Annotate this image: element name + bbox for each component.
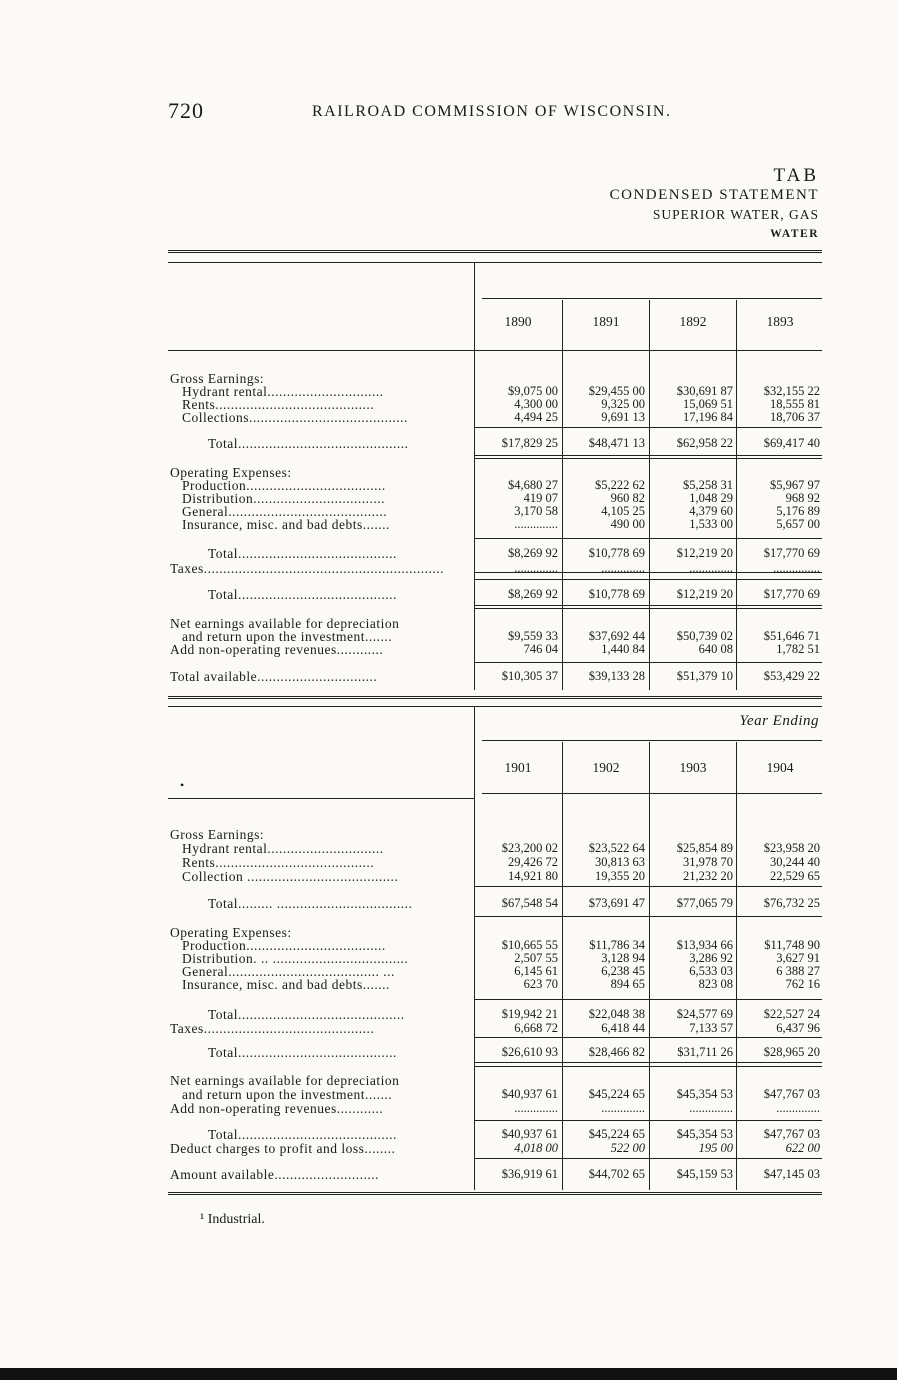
subtotal-rule: [474, 455, 822, 456]
table-cell: $12,219 20: [676, 587, 733, 601]
subtotal-rule: [474, 886, 822, 887]
row-label: Deduct charges to profit and loss........: [170, 1141, 396, 1156]
column-divider: [649, 742, 650, 1190]
table-cell: $77,065 79: [676, 896, 733, 910]
subtotal-rule: [474, 1062, 822, 1063]
table-cell: ...............: [773, 561, 820, 575]
subtotal-rule: [474, 1158, 822, 1159]
table-cell: $48,471 13: [588, 436, 645, 450]
table-cell: $17,829 25: [501, 436, 558, 450]
row-label: Insurance, misc. and bad debts.......: [182, 977, 390, 992]
table-cell: $45,354 53: [676, 1087, 733, 1101]
table-cell: 9,691 13: [601, 410, 645, 424]
table-cell: $28,965 20: [763, 1045, 820, 1059]
table-cell: $10,665 55: [501, 938, 558, 952]
subtotal-rule: [474, 579, 822, 580]
row-label: General....................................... ...: [182, 964, 395, 979]
table-cell: 640 08: [698, 642, 733, 656]
section2-top-rule: [168, 706, 822, 707]
subtotal-rule: [474, 608, 822, 609]
table-cell: 5,176 89: [776, 504, 820, 518]
row-label: Rents.........................................: [182, 397, 375, 412]
row-label: Total......... ...................................: [208, 896, 413, 911]
table-cell: 7,133 57: [689, 1021, 733, 1035]
row-label: Collections.........................................: [182, 410, 408, 425]
year-header: 1903: [679, 760, 707, 775]
table-cell: 5,657 00: [776, 517, 820, 531]
table-cell: $22,048 38: [588, 1007, 645, 1021]
row-label: Taxes............................................: [170, 1021, 375, 1036]
table-cell: 6,437 96: [776, 1021, 820, 1035]
table-cell: $11,786 34: [589, 938, 645, 952]
table-label: TAB: [773, 165, 819, 186]
table-cell: $26,610 93: [501, 1045, 558, 1059]
row-label: Net earnings available for depreciation: [170, 1073, 400, 1088]
table-cell: 6,418 44: [601, 1021, 645, 1035]
table-cell: $45,224 65: [588, 1127, 645, 1141]
table-cell: 1,782 51: [776, 642, 820, 656]
page-number: 720: [168, 98, 204, 123]
table-cell: $39,133 28: [588, 669, 645, 683]
table-cell: 18,706 37: [770, 410, 820, 424]
table-cell: $73,691 47: [588, 896, 645, 910]
year-header: 1891: [592, 314, 620, 329]
table-cell: $4,680 27: [508, 478, 558, 492]
row-label: Distribution..................................: [182, 491, 386, 506]
subtotal-rule: [474, 662, 822, 663]
table-cell: 29,426 72: [508, 855, 558, 869]
row-label: Amount available...........................: [170, 1167, 379, 1182]
column-divider: [736, 300, 737, 690]
table-cell: 1,533 00: [689, 517, 733, 531]
table-cell: ..............: [514, 517, 558, 531]
table-cell: $53,429 22: [763, 669, 820, 683]
table-cell: 6,668 72: [514, 1021, 558, 1035]
row-label: Add non-operating revenues............: [170, 1101, 384, 1116]
table-cell: $11,748 90: [764, 938, 820, 952]
table-cell: $30,691 87: [676, 384, 733, 398]
table-cell: 3,627 91: [776, 951, 820, 965]
column-divider: [562, 742, 563, 1190]
subtotal-rule: [474, 1037, 822, 1038]
row-label: Add non-operating revenues............: [170, 642, 384, 657]
row-label: Net earnings available for depreciation: [170, 616, 400, 631]
row-label: Hydrant rental..............................: [182, 384, 384, 399]
table-cell: 14,921 80: [508, 869, 558, 883]
column-divider: [736, 742, 737, 1190]
table-cell: $25,854 89: [676, 841, 733, 855]
year-ending-caption: Year Ending: [739, 713, 819, 729]
subtotal-rule: [474, 605, 822, 606]
table-cell: 894 65: [610, 977, 645, 991]
table-cell: $47,145 03: [763, 1167, 820, 1181]
table-cell: 419 07: [523, 491, 558, 505]
top-double-rule: [168, 250, 822, 253]
row-label: Gross Earnings:: [170, 827, 265, 842]
table-cell: $23,200 02: [501, 841, 558, 855]
table-cell: $44,702 65: [588, 1167, 645, 1181]
table-cell: 623 70: [523, 977, 558, 991]
company-name: SUPERIOR WATER, GAS: [652, 207, 819, 222]
table-cell: $40,937 61: [501, 1087, 558, 1101]
table-cell: ..............: [689, 561, 733, 575]
table-cell: ..............: [601, 561, 645, 575]
table-cell: $12,219 20: [676, 546, 733, 560]
table-cell: 30,244 40: [770, 855, 820, 869]
table-cell: $8,269 92: [508, 587, 558, 601]
row-label: Total.........................................: [208, 587, 397, 602]
row-label: Operating Expenses:: [170, 465, 292, 480]
table-cell: 19,355 20: [595, 869, 645, 883]
table-cell: $47,767 03: [763, 1087, 820, 1101]
year-header: 1902: [592, 760, 620, 775]
table-cell: $23,958 20: [763, 841, 820, 855]
footnote: ¹ Industrial.: [200, 1212, 265, 1227]
table-cell: $51,379 10: [676, 669, 733, 683]
row-label: Insurance, misc. and bad debts.......: [182, 517, 390, 532]
subtotal-rule: [474, 538, 822, 539]
table-cell: ..............: [514, 561, 558, 575]
table-cell: 4,494 25: [514, 410, 558, 424]
table-cell: $45,159 53: [676, 1167, 733, 1181]
statement-subtitle: WATER: [770, 228, 819, 240]
table-cell: $5,258 31: [683, 478, 733, 492]
table-cell: 22,529 65: [770, 869, 820, 883]
row-label: General.........................................: [182, 504, 388, 519]
table-cell: 6,533 03: [689, 964, 733, 978]
table-cell: 1,440 84: [601, 642, 645, 656]
subtotal-rule: [474, 916, 822, 917]
row-label: Taxes..............................................................: [170, 561, 445, 576]
top-rule: [168, 262, 822, 263]
section-bottom-rule: [168, 696, 822, 699]
table-cell: 195 00: [698, 1141, 733, 1155]
table-cell: 4,379 60: [689, 504, 733, 518]
year-header: 1901: [504, 760, 532, 775]
table-cell: $23,522 64: [588, 841, 645, 855]
year-header: 1890: [504, 314, 532, 329]
table-cell: 2,507 55: [514, 951, 558, 965]
row-label: Total...........................................: [208, 1007, 405, 1022]
table-cell: 4,018 00: [514, 1141, 558, 1155]
table-cell: 823 08: [698, 977, 733, 991]
table-cell: 6,145 61: [514, 964, 558, 978]
row-label: Total available...............................: [170, 669, 378, 684]
table-cell: 4,105 25: [601, 504, 645, 518]
table-cell: 9,325 00: [601, 397, 645, 411]
subtotal-rule: [474, 458, 822, 459]
running-head: RAILROAD COMMISSION OF WISCONSIN.: [312, 103, 672, 120]
table-cell: 3,128 94: [601, 951, 645, 965]
row-label: Rents.........................................: [182, 855, 375, 870]
table-cell: $10,778 69: [588, 587, 645, 601]
table-cell: ..............: [776, 1101, 820, 1115]
table-cell: 746 04: [523, 642, 558, 656]
row-label: Total............................................: [208, 436, 409, 451]
table-cell: $67,548 54: [501, 896, 558, 910]
table-cell: $17,770 69: [763, 546, 820, 560]
table-cell: 17,196 84: [683, 410, 733, 424]
row-label: Operating Expenses:: [170, 925, 292, 940]
subtotal-rule: [474, 427, 822, 428]
table-cell: $24,577 69: [676, 1007, 733, 1021]
table-cell: $51,646 71: [763, 629, 820, 643]
row-label: Production....................................: [182, 478, 386, 493]
table-cell: 30,813 63: [595, 855, 645, 869]
table-cell: $62,958 22: [676, 436, 733, 450]
table-cell: ..............: [514, 1101, 558, 1115]
table-cell: 18,555 81: [770, 397, 820, 411]
row-label: Total.........................................: [208, 1127, 397, 1142]
table-cell: 762 16: [785, 977, 820, 991]
row-label: Distribution. .. ...................................: [182, 951, 409, 966]
table-cell: ..............: [689, 1101, 733, 1115]
row-label: and return upon the investment.......: [182, 1087, 393, 1102]
row-label: Hydrant rental..............................: [182, 841, 384, 856]
column-divider: [649, 300, 650, 690]
table-cell: $31,711 26: [677, 1045, 733, 1059]
table-cell: $9,559 33: [508, 629, 558, 643]
stub-divider: [474, 706, 475, 1190]
table-cell: 6,238 45: [601, 964, 645, 978]
table-cell: $8,269 92: [508, 546, 558, 560]
table-cell: $32,155 22: [763, 384, 820, 398]
header-bottom-rule: [482, 793, 822, 794]
subtotal-rule: [474, 999, 822, 1000]
table-cell: $5,222 62: [595, 478, 645, 492]
table-cell: 21,232 20: [683, 869, 733, 883]
table-cell: $50,739 02: [676, 629, 733, 643]
table-cell: $36,919 61: [501, 1167, 558, 1181]
table-cell: $76,732 25: [763, 896, 820, 910]
table-cell: $9,075 00: [508, 384, 558, 398]
table-cell: 1,048 29: [689, 491, 733, 505]
row-label: and return upon the investment.......: [182, 629, 393, 644]
year-header: 1904: [766, 760, 794, 775]
section-marker-dot: •: [180, 778, 185, 792]
table-cell: 15,069 51: [683, 397, 733, 411]
statement-title: CONDENSED STATEMENT: [609, 187, 819, 203]
table-cell: $37,692 44: [588, 629, 645, 643]
page-bottom-edge: [0, 1368, 897, 1380]
table-cell: $28,466 82: [588, 1045, 645, 1059]
table-cell: $10,305 37: [501, 669, 558, 683]
table-cell: $40,937 61: [501, 1127, 558, 1141]
row-label: Total.........................................: [208, 546, 397, 561]
column-divider: [562, 300, 563, 690]
year-group-rule: [482, 298, 822, 299]
stub-rule: [168, 798, 474, 799]
table-cell: $45,224 65: [588, 1087, 645, 1101]
stub-rule: [168, 350, 474, 351]
subtotal-rule: [474, 572, 822, 573]
table-cell: 31,978 70: [683, 855, 733, 869]
year-header: 1892: [679, 314, 707, 329]
table-cell: $13,934 66: [676, 938, 733, 952]
table-cell: ..............: [601, 1101, 645, 1115]
table-cell: $10,778 69: [588, 546, 645, 560]
table-cell: 960 82: [610, 491, 645, 505]
table-cell: $19,942 21: [501, 1007, 558, 1021]
table-cell: 3,286 92: [689, 951, 733, 965]
row-label: Gross Earnings:: [170, 371, 265, 386]
row-label: Collection .......................................: [182, 869, 399, 884]
table-cell: 6 388 27: [776, 964, 820, 978]
table-cell: $45,354 53: [676, 1127, 733, 1141]
year-header: 1893: [766, 314, 794, 329]
subtotal-rule: [474, 1066, 822, 1067]
table-bottom-rule: [168, 1192, 822, 1195]
table-cell: 3,170 58: [514, 504, 558, 518]
year-group-rule: [482, 740, 822, 741]
table-cell: 522 00: [610, 1141, 645, 1155]
table-cell: 622 00: [785, 1141, 820, 1155]
table-cell: $29,455 00: [588, 384, 645, 398]
table-cell: $22,527 24: [763, 1007, 820, 1021]
table-cell: $47,767 03: [763, 1127, 820, 1141]
table-cell: $69,417 40: [763, 436, 820, 450]
table-cell: 968 92: [785, 491, 820, 505]
table-cell: 490 00: [610, 517, 645, 531]
table-cell: $5,967 97: [770, 478, 820, 492]
row-label: Production....................................: [182, 938, 386, 953]
table-cell: $17,770 69: [763, 587, 820, 601]
table-cell: 4,300 00: [514, 397, 558, 411]
subtotal-rule: [474, 1120, 822, 1121]
row-label: Total.........................................: [208, 1045, 397, 1060]
